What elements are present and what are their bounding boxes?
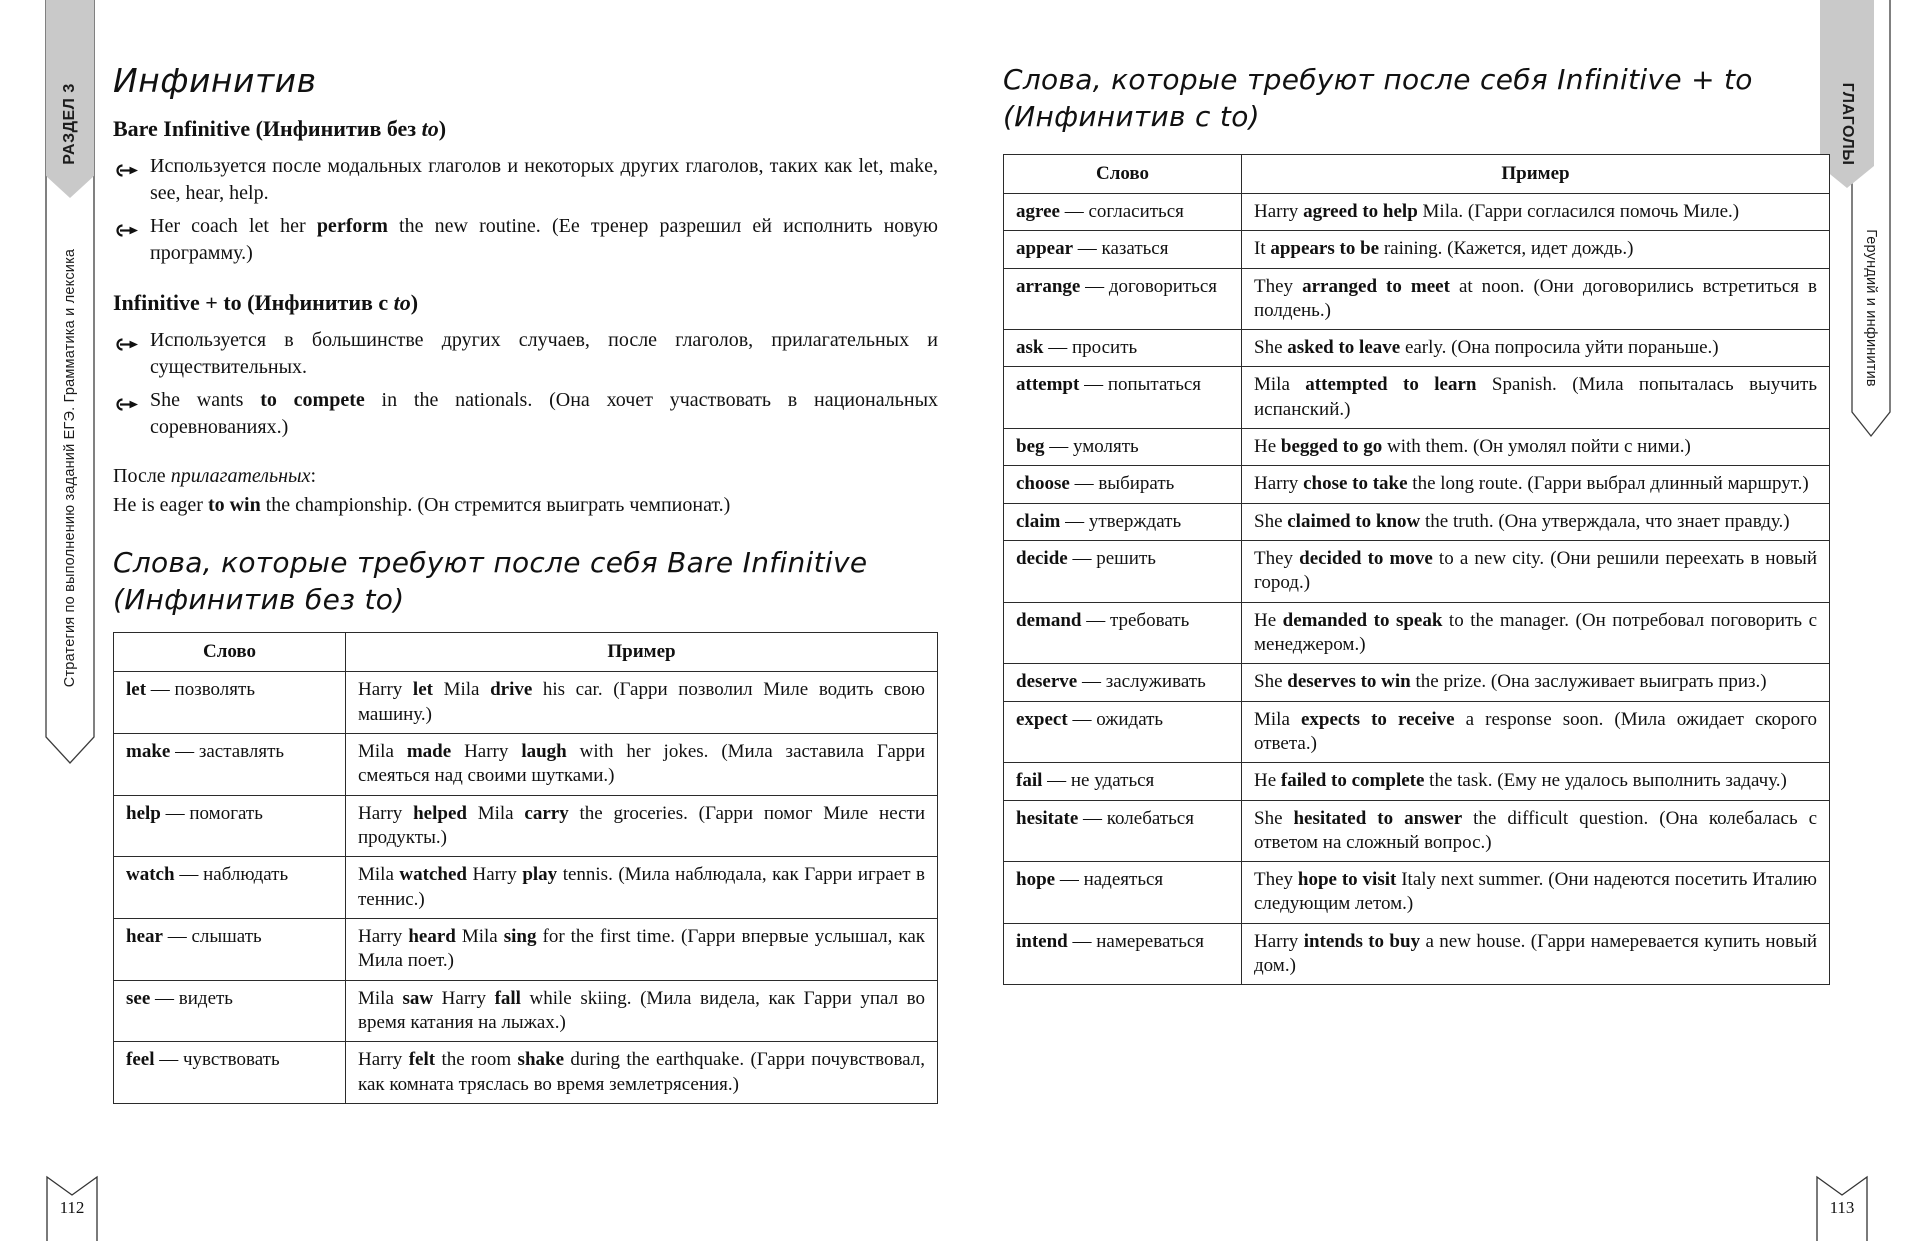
example-cell: Harry chose to take the long route. (Гарри выбрал длинный маршрут.) xyxy=(1242,466,1830,503)
table-row xyxy=(114,672,938,734)
bare-infinitive-bullets xyxy=(113,153,938,266)
bullet-text: She wants to compete in the nationals. (Она хочет участвовать в национальных соревнованиях.) xyxy=(150,389,939,438)
word-cell: help — помогать xyxy=(114,795,346,857)
page-title: Инфинитив xyxy=(113,61,317,100)
table-row xyxy=(1004,429,1830,466)
bullet-item xyxy=(113,153,938,206)
word-cell: agree — согласиться xyxy=(1004,193,1242,230)
table-row xyxy=(1004,800,1830,862)
example-cell: He begged to go with them. (Он умолял пойти с ними.) xyxy=(1242,429,1830,466)
word-cell: hear — слышать xyxy=(114,918,346,980)
left-strip-label: Стратегия по выполнению заданий ЕГЭ. Грамматика и лексика xyxy=(62,248,78,688)
example-cell: He failed to complete the task. (Ему не удалось выполнить задачу.) xyxy=(1242,763,1830,800)
table-row xyxy=(1004,193,1830,230)
table-row xyxy=(1004,763,1830,800)
example-cell: Harry helped Mila carry the groceries. (Гарри помог Миле нести продукты.) xyxy=(346,795,938,857)
word-cell: beg — умолять xyxy=(1004,429,1242,466)
example-cell: Harry agreed to help Mila. (Гарри согласился помочь Миле.) xyxy=(1242,193,1830,230)
bullet-text: Her coach let her perform the new routine. (Ее тренер разрешил ей исполнить новую программу.) xyxy=(150,215,938,265)
infinitive-to-heading: Infinitive + to (Инфинитив с to) xyxy=(113,289,419,315)
example-cell: She deserves to win the prize. (Она заслуживает выиграть приз.) xyxy=(1242,664,1830,701)
example-cell: He demanded to speak to the manager. (Он потребовал поговорить с менеджером.) xyxy=(1242,602,1830,664)
word-cell: hope — надеяться xyxy=(1004,862,1242,924)
infinitive-to-bullets xyxy=(113,327,938,440)
example-column-header: Пример xyxy=(346,633,938,672)
bare-infinitive-table xyxy=(113,632,938,1103)
arrow-bullet-icon xyxy=(113,387,139,440)
table-row xyxy=(1004,503,1830,540)
arrow-bullet-icon xyxy=(113,327,139,380)
example-cell: Mila expects to receive a response soon. (Мила ожидает скорого ответа.) xyxy=(1242,701,1830,763)
table-row xyxy=(114,795,938,857)
word-cell: appear — казаться xyxy=(1004,231,1242,268)
table-row xyxy=(114,918,938,980)
example-cell: Harry felt the room shake during the earthquake. (Гарри почувствовал, как комната тряслась во время землетрясения.) xyxy=(346,1042,938,1104)
table-row xyxy=(1004,268,1830,330)
example-cell: It appears to be raining. (Кажется, идет дождь.) xyxy=(1242,231,1830,268)
example-cell: Mila watched Harry play tennis. (Мила наблюдала, как Гарри играет в теннис.) xyxy=(346,857,938,919)
arrow-bullet-icon xyxy=(113,153,139,206)
after-adjectives-example: He is eager to win the championship. (Он стремится выиграть чемпионат.) xyxy=(113,493,731,516)
infinitive-to-table xyxy=(1003,154,1830,986)
example-cell: They arranged to meet at noon. (Они договорились встретиться в полдень.) xyxy=(1242,268,1830,330)
page-number-right: 113 xyxy=(1829,1198,1855,1217)
example-cell: She hesitated to answer the difficult question. (Она колебалась с ответом на сложный вопрос.) xyxy=(1242,800,1830,862)
word-cell: ask — просить xyxy=(1004,330,1242,367)
word-cell: demand — требовать xyxy=(1004,602,1242,664)
word-cell: see — видеть xyxy=(114,980,346,1042)
example-cell: She claimed to know the truth. (Она утверждала, что знает правду.) xyxy=(1242,503,1830,540)
word-cell: let — позволять xyxy=(114,672,346,734)
table-row xyxy=(1004,231,1830,268)
word-column-header: Слово xyxy=(114,633,346,672)
example-cell: They hope to visit Italy next summer. (Они надеются посетить Италию следующим летом.) xyxy=(1242,862,1830,924)
word-cell: claim — утверждать xyxy=(1004,503,1242,540)
table-row xyxy=(1004,664,1830,701)
arrow-bullet-icon xyxy=(113,213,139,266)
word-cell: deserve — заслуживать xyxy=(1004,664,1242,701)
table-row xyxy=(1004,602,1830,664)
example-cell: Harry let Mila drive his car. (Гарри позволил Миле водить свою машину.) xyxy=(346,672,938,734)
right-strip-label: Герундий и инфинитив xyxy=(1863,229,1879,387)
example-cell: Harry intends to buy a new house. (Гарри намеревается купить новый дом.) xyxy=(1242,923,1830,985)
bullet-text: Используется после модальных глаголов и некоторых других глаголов, таких как let, make, see, hear, help. xyxy=(150,155,938,204)
bullet-item xyxy=(113,387,938,440)
bullet-item xyxy=(113,213,938,266)
table-row xyxy=(1004,541,1830,603)
table-row xyxy=(1004,701,1830,763)
table-row xyxy=(114,734,938,796)
example-cell: Mila attempted to learn Spanish. (Мила попыталась выучить испанский.) xyxy=(1242,367,1830,429)
word-cell: choose — выбирать xyxy=(1004,466,1242,503)
word-cell: intend — намереваться xyxy=(1004,923,1242,985)
right-section-label: ГЛАГОЛЫ xyxy=(1839,82,1856,166)
word-cell: hesitate — колебаться xyxy=(1004,800,1242,862)
table-row xyxy=(1004,862,1830,924)
word-cell: decide — решить xyxy=(1004,541,1242,603)
word-cell: fail — не удаться xyxy=(1004,763,1242,800)
word-cell: arrange — договориться xyxy=(1004,268,1242,330)
bare-table-title: Слова, которые требуют после себя Bare Infinitive (Инфинитив без to) xyxy=(113,545,868,616)
word-column-header: Слово xyxy=(1004,154,1242,193)
example-cell: She asked to leave early. (Она попросила уйти пораньше.) xyxy=(1242,330,1830,367)
after-adjectives-label: После прилагательных: xyxy=(113,464,317,487)
example-cell: Mila made Harry laugh with her jokes. (Мила заставила Гарри смеяться над своими шутками.) xyxy=(346,734,938,796)
table-row xyxy=(1004,367,1830,429)
table-row xyxy=(1004,466,1830,503)
table-row xyxy=(1004,923,1830,985)
table-header-row xyxy=(1004,154,1830,193)
left-section-label: РАЗДЕЛ 3 xyxy=(61,83,78,165)
infinitive-to-table-title: Слова, которые требуют после себя Infinitive + to (Инфинитив с to) xyxy=(1003,63,1753,133)
page-right xyxy=(1003,0,1830,985)
bare-infinitive-heading: Bare Infinitive (Инфинитив без to) xyxy=(113,115,447,141)
word-cell: expect — ожидать xyxy=(1004,701,1242,763)
example-cell: They decided to move to a new city. (Они решили переехать в новый город.) xyxy=(1242,541,1830,603)
word-cell: watch — наблюдать xyxy=(114,857,346,919)
example-column-header: Пример xyxy=(1242,154,1830,193)
example-cell: Harry heard Mila sing for the first time. (Гарри впервые услышал, как Мила поет.) xyxy=(346,918,938,980)
word-cell: make — заставлять xyxy=(114,734,346,796)
word-cell: attempt — попытаться xyxy=(1004,367,1242,429)
example-cell: Mila saw Harry fall while skiing. (Мила видела, как Гарри упал во время катания на лыжах.) xyxy=(346,980,938,1042)
table-row xyxy=(114,1042,938,1104)
bullet-item xyxy=(113,327,938,380)
table-row xyxy=(1004,330,1830,367)
table-row xyxy=(114,857,938,919)
bullet-text: Используется в большинстве других случаев, после глаголов, прилагательных и существительных. xyxy=(150,329,938,378)
page-number-left: 112 xyxy=(59,1198,85,1217)
word-cell: feel — чувствовать xyxy=(114,1042,346,1104)
page-left xyxy=(113,0,938,1104)
table-header-row xyxy=(114,633,938,672)
table-row xyxy=(114,980,938,1042)
